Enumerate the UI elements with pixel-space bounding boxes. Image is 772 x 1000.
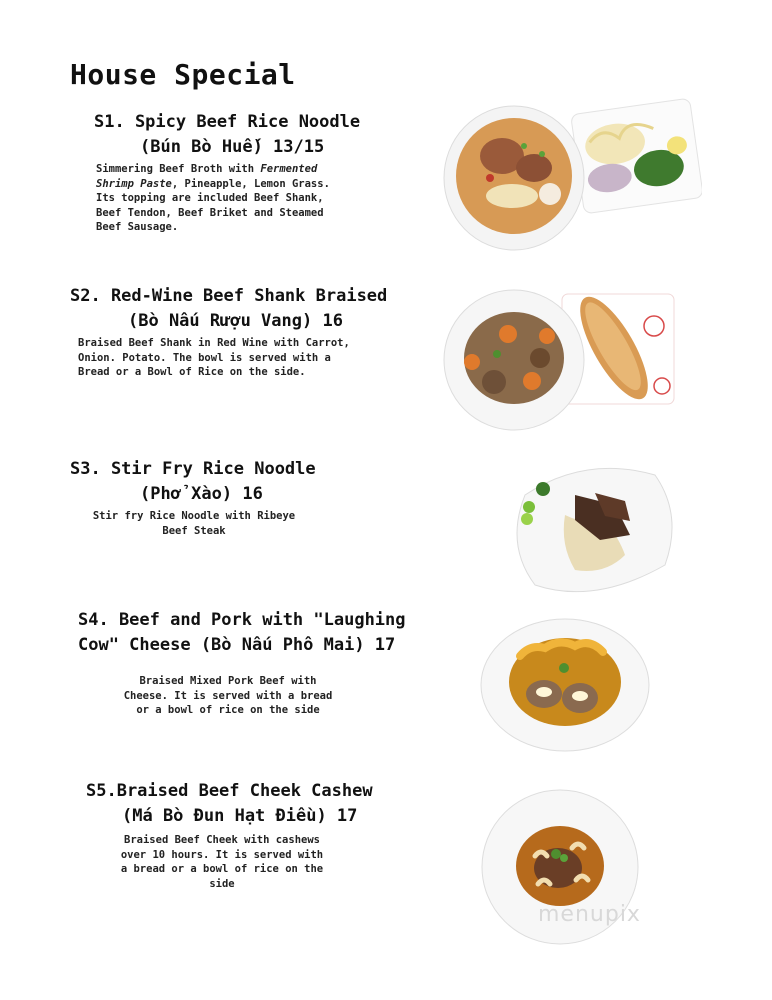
item-name-line1: S1. Spicy Beef Rice Noodle: [94, 112, 361, 132]
menu-item-s3: [70, 457, 400, 538]
item-name-line1: S4. Beef and Pork with "Laughing: [78, 610, 406, 630]
pho-xao-photo: [505, 455, 681, 605]
page-title: House Special: [70, 58, 296, 91]
desc-text-2: , Pineapple, Lemon Grass. Its topping are included Beef Shank, Beef Tendon, Beef Briket and Steamed Beef Sausage.: [96, 177, 330, 233]
bo-nau-pho-mai-photo: [480, 616, 650, 754]
desc-italic-text: Fermented Shrimp Paste: [96, 163, 318, 190]
item-description: Braised Beef Shank in Red Wine with Carrot, Onion. Potato. The bowl is served with a Bread or a Bowl of Rice on the side.: [78, 337, 350, 378]
item-name-line2: (Má Bò Đun Hạt Điều) 17: [122, 806, 358, 826]
red-wine-beef-photo: [442, 286, 678, 434]
menu-item-s2: [70, 284, 440, 380]
item-name-line2: (Bún Bò Huế) 13/15: [140, 137, 325, 157]
watermark: menupix: [538, 902, 641, 927]
item-name-line2: (Phở Xào) 16: [140, 484, 263, 504]
item-name-line1: S2. Red-Wine Beef Shank Braised: [70, 286, 388, 306]
item-description: Braised Beef Cheek with cashews over 10 hours. It is served with a bread or a bowl of rice on the side: [120, 834, 324, 890]
item-name-line1: S3. Stir Fry Rice Noodle: [70, 459, 316, 479]
menu-item-s1: [70, 110, 430, 235]
item-name-line1: S5.Braised Beef Cheek Cashew: [86, 781, 373, 801]
item-description: Stir fry Rice Noodle with Ribeye Beef Steak: [92, 510, 296, 537]
item-name-line2: Cow" Cheese (Bò Nấu Phô Mai) 17: [78, 635, 396, 655]
item-name-line2: (Bò Nấu Rượu Vang) 16: [128, 311, 343, 331]
menu-item-s4: [70, 608, 450, 718]
desc-text-1: Simmering Beef Broth with: [96, 163, 261, 175]
menu-item-s5: [70, 779, 430, 891]
item-description: [70, 162, 430, 235]
bun-bo-hue-photo: [442, 96, 702, 256]
item-description: Braised Mixed Pork Beef with Cheese. It is served with a bread or a bowl of rice on the side: [123, 675, 333, 716]
